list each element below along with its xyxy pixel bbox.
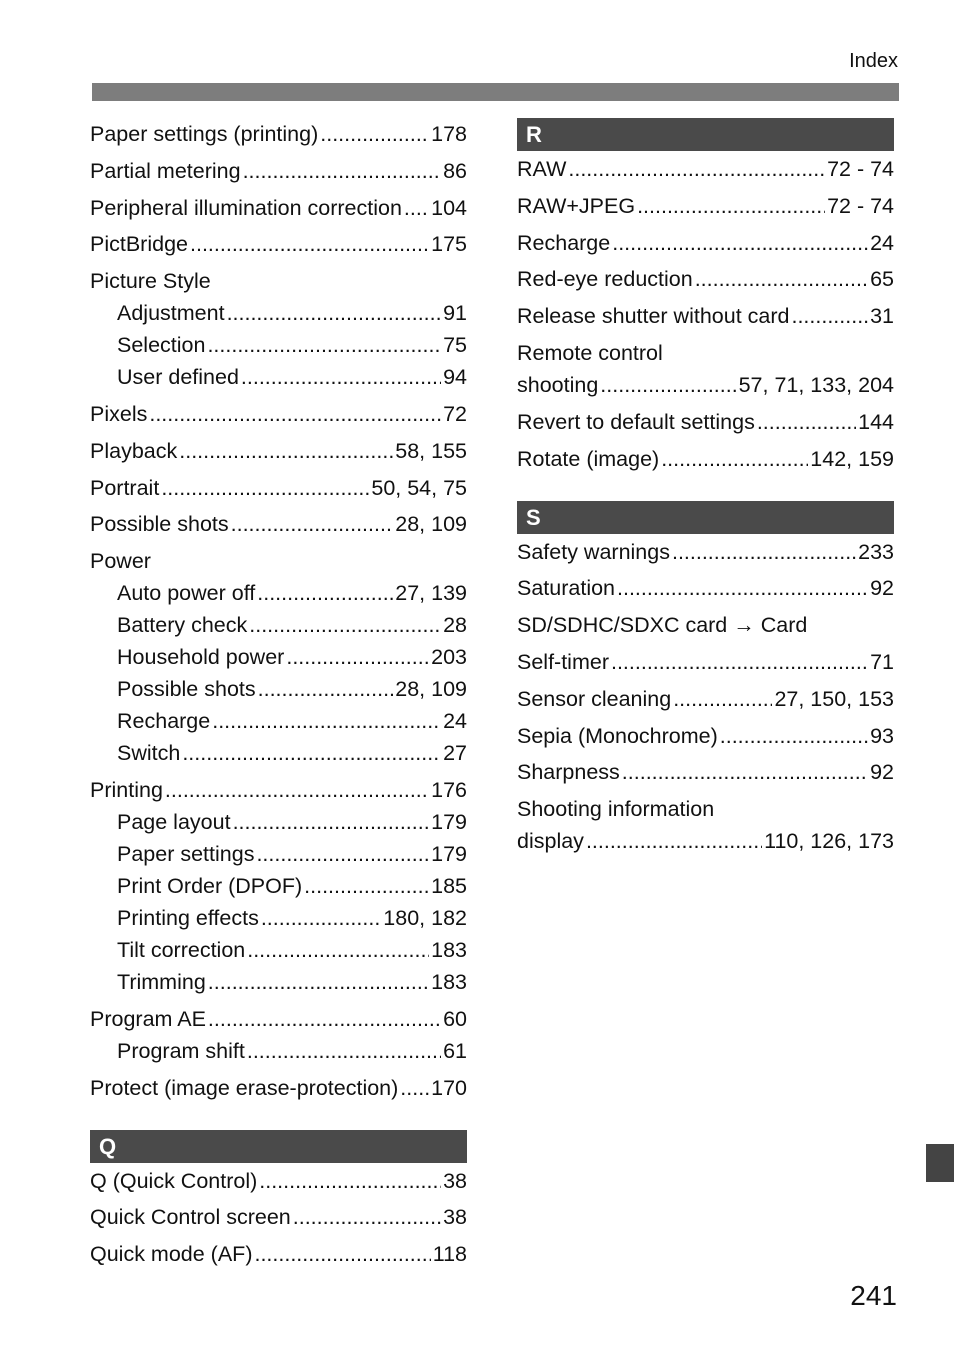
- header-divider-bar: [92, 83, 899, 101]
- index-entry: Portrait ..... 50, 54, 75: [90, 472, 467, 504]
- index-subentry: Program shift ..... 61: [90, 1035, 467, 1067]
- index-entry-continuation: display ..... 110, 126, 173: [517, 825, 894, 857]
- index-entry: Rotate (image) ..... 142, 159: [517, 443, 894, 475]
- index-subentry: Switch ..... 27: [90, 737, 467, 769]
- index-subentry: Trimming ..... 183: [90, 966, 467, 998]
- index-entry: Sensor cleaning ..... 27, 150, 153: [517, 683, 894, 715]
- index-entry: PictBridge ..... 175: [90, 228, 467, 260]
- header-section-label: Index: [849, 50, 898, 72]
- index-entry: Q (Quick Control) ..... 38: [90, 1165, 467, 1197]
- index-entry: Release shutter without card ..... 31: [517, 300, 894, 332]
- index-entry: Protect (image erase-protection) ..... 170: [90, 1072, 467, 1104]
- index-subentry: Adjustment ..... 91: [90, 297, 467, 329]
- page-number: 241: [850, 1280, 897, 1311]
- index-entry: RAW+JPEG ..... 72 - 74: [517, 190, 894, 222]
- section-header-q: Q: [90, 1130, 467, 1163]
- section-header-r: R: [517, 118, 894, 151]
- index-entry: Safety warnings ..... 233: [517, 536, 894, 568]
- index-entry: Quick mode (AF) ..... 118: [90, 1238, 467, 1270]
- index-entry-continuation: shooting ..... 57, 71, 133, 204: [517, 369, 894, 401]
- index-entry: Saturation ..... 92: [517, 572, 894, 604]
- index-subentry: Printing effects ..... 180, 182: [90, 902, 467, 934]
- index-entry: Possible shots ..... 28, 109: [90, 508, 467, 540]
- index-entry: Printing ..... 176: [90, 774, 467, 806]
- chapter-thumb-tab: [926, 1144, 954, 1182]
- index-entry: Paper settings (printing) ..... 178: [90, 118, 467, 150]
- index-entry: Revert to default settings ..... 144: [517, 406, 894, 438]
- index-column-right: [517, 118, 894, 857]
- index-entry: Sharpness ..... 92: [517, 756, 894, 788]
- index-subentry: Paper settings ..... 179: [90, 838, 467, 870]
- index-subentry: Print Order (DPOF) ..... 185: [90, 870, 467, 902]
- index-entry: Self-timer ..... 71: [517, 646, 894, 678]
- index-column-left: [90, 118, 467, 1270]
- index-entry: Quick Control screen ..... 38: [90, 1201, 467, 1233]
- index-subentry: Tilt correction ..... 183: [90, 934, 467, 966]
- index-subentry: Page layout ..... 179: [90, 806, 467, 838]
- index-subentry: Battery check ..... 28: [90, 609, 467, 641]
- index-subentry: Auto power off ..... 27, 139: [90, 577, 467, 609]
- index-entry: Sepia (Monochrome) ..... 93: [517, 720, 894, 752]
- index-subentry: Selection ..... 75: [90, 329, 467, 361]
- index-cross-reference: SD/SDHC/SDXC card → Card: [517, 613, 808, 638]
- index-heading: Shooting information: [517, 797, 715, 822]
- index-heading: Power: [90, 549, 151, 574]
- index-entry: Red-eye reduction ..... 65: [517, 263, 894, 295]
- index-subentry: User defined ..... 94: [90, 361, 467, 393]
- index-heading: Remote control: [517, 340, 663, 365]
- index-subentry: Recharge ..... 24: [90, 705, 467, 737]
- index-heading: Picture Style: [90, 269, 211, 294]
- index-entry: Playback ..... 58, 155: [90, 435, 467, 467]
- index-subentry: Household power ..... 203: [90, 641, 467, 673]
- index-entry: Pixels ..... 72: [90, 398, 467, 430]
- index-entry: RAW ..... 72 - 74: [517, 153, 894, 185]
- section-header-s: S: [517, 501, 894, 534]
- index-subentry: Possible shots ..... 28, 109: [90, 673, 467, 705]
- index-entry: Recharge ..... 24: [517, 227, 894, 259]
- index-entry: Partial metering ..... 86: [90, 155, 467, 187]
- index-entry: Peripheral illumination correction ..... 104: [90, 192, 467, 224]
- index-entry: Program AE ..... 60: [90, 1003, 467, 1035]
